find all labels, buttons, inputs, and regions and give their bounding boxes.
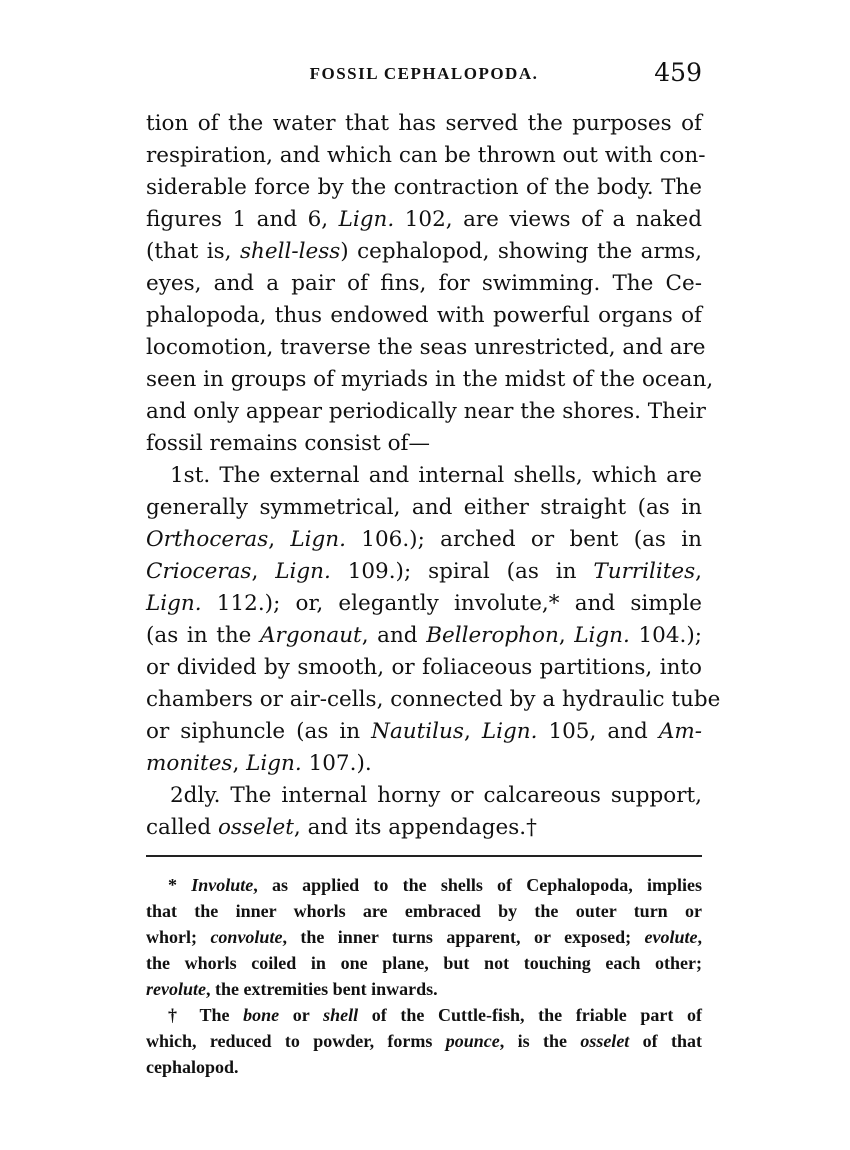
- footnote-line: [146, 950, 702, 976]
- text-run: 106.); arched or bent (as in: [346, 527, 703, 552]
- text-run: fossil remains consist of—: [146, 431, 431, 456]
- running-title: FOSSIL CEPHALOPODA.: [309, 64, 539, 83]
- body-line: [146, 428, 702, 460]
- italic-text: pounce: [445, 1031, 500, 1051]
- footnote-line: [146, 898, 702, 924]
- body-line: [146, 108, 702, 140]
- body-line: [146, 300, 702, 332]
- text-run: ,: [268, 527, 291, 552]
- text-run: ) cephalopod, showing the arms,: [340, 239, 702, 264]
- text-run: (as in the: [146, 623, 261, 648]
- body-line: [146, 492, 702, 524]
- body-line: [146, 204, 702, 236]
- italic-text: revolute: [146, 979, 206, 999]
- text-run: of the Cuttle-fish, the friable part of: [358, 1005, 703, 1025]
- italic-text: monites: [146, 751, 233, 776]
- italic-text: Orthoceras: [146, 527, 269, 552]
- body-line: [146, 588, 702, 620]
- page-number: 459: [654, 58, 702, 87]
- text-run: figures 1 and 6,: [146, 207, 339, 232]
- text-run: cephalopod.: [146, 1057, 239, 1077]
- italic-text: Bellerophon: [426, 623, 559, 648]
- text-run: 2dly. The internal horny or calcareous support,: [170, 783, 702, 808]
- body-line: [146, 812, 702, 844]
- text-run: 112.); or, elegantly involute,* and simple: [201, 591, 702, 616]
- text-run: , and: [361, 623, 427, 648]
- italic-text: Lign.: [481, 719, 538, 744]
- body-line: [146, 140, 706, 172]
- footnote-divider: [146, 855, 702, 857]
- text-run: (that is,: [146, 239, 240, 264]
- body-line: [146, 268, 702, 300]
- text-run: chambers or air-cells, connected by a hydraulic tube: [146, 687, 721, 712]
- text-run: 1st. The external and internal shells, which are: [170, 463, 702, 488]
- text-run: phalopoda, thus endowed with powerful organs of: [146, 303, 702, 328]
- body-line: [146, 620, 702, 652]
- text-run: generally symmetrical, and either straight (as in: [146, 495, 702, 520]
- body-line: [146, 716, 702, 748]
- text-run: that the inner whorls are embraced by the outer turn or: [146, 901, 702, 921]
- body-line: [146, 652, 702, 684]
- italic-text: shell-less: [239, 239, 341, 264]
- text-run: siderable force by the contraction of the body. The: [146, 175, 702, 200]
- text-run: seen in groups of myriads in the midst of the ocean,: [146, 367, 714, 392]
- text-run: 105, and: [537, 719, 659, 744]
- body-line: [146, 524, 702, 556]
- body-line: [146, 556, 702, 588]
- text-run: locomotion, traverse the seas unrestricted, and are: [146, 335, 706, 360]
- text-run: of that: [629, 1031, 703, 1051]
- body-line: [146, 460, 702, 492]
- text-run: or: [279, 1005, 324, 1025]
- body-line: [146, 236, 702, 268]
- text-run: ,: [232, 751, 247, 776]
- text-run: , the inner turns apparent, or exposed;: [282, 927, 645, 947]
- italic-text: Lign.: [246, 751, 302, 776]
- text-run: eyes, and a pair of fins, for swimming. The Ce-: [146, 271, 702, 296]
- italic-text: Lign.: [574, 623, 630, 648]
- body-line: [146, 332, 706, 364]
- text-run: which, reduced to powder, forms: [146, 1031, 446, 1051]
- italic-text: Lign.: [338, 207, 395, 232]
- italic-text: convolute: [210, 927, 283, 947]
- italic-text: osselet: [580, 1031, 630, 1051]
- italic-text: Crioceras: [146, 559, 252, 584]
- text-run: or divided by smooth, or foliaceous partitions, into: [146, 655, 702, 680]
- body-line: [146, 780, 702, 812]
- text-run: , and its appendages.†: [293, 815, 537, 840]
- text-run: respiration, and which can be thrown out with con-: [146, 143, 706, 168]
- italic-text: Turrilites: [593, 559, 696, 584]
- italic-text: Involute: [191, 875, 254, 895]
- text-run: *: [168, 875, 192, 895]
- italic-text: shell: [323, 1005, 359, 1025]
- text-run: or siphuncle (as in: [146, 719, 372, 744]
- text-run: ,: [697, 927, 702, 947]
- text-run: 104.);: [629, 623, 702, 648]
- text-run: 109.); spiral (as in: [330, 559, 594, 584]
- page-header: [146, 58, 702, 94]
- text-run: 107.).: [301, 751, 372, 776]
- footnote-line: [146, 1028, 702, 1054]
- text-run: ,: [463, 719, 482, 744]
- footnote-line: [146, 1002, 702, 1028]
- footnote-line: [146, 1054, 702, 1080]
- text-run: , the extremities bent inwards.: [206, 979, 438, 999]
- text-run: called: [146, 815, 218, 840]
- footnotes: [146, 872, 702, 1080]
- italic-text: osselet: [217, 815, 294, 840]
- body-line: [146, 396, 706, 428]
- body-line: [146, 364, 714, 396]
- text-run: , is the: [499, 1031, 581, 1051]
- text-run: ,: [251, 559, 276, 584]
- body-text: [146, 108, 721, 844]
- text-run: ,: [558, 623, 575, 648]
- italic-text: evolute: [644, 927, 698, 947]
- text-run: and only appear periodically near the shores. Their: [146, 399, 706, 424]
- text-run: 102, are views of a naked: [394, 207, 702, 232]
- italic-text: Lign.: [290, 527, 346, 552]
- footnote-line: [146, 976, 702, 1002]
- italic-text: Nautilus: [371, 719, 464, 744]
- italic-text: Am-: [658, 719, 702, 744]
- text-run: † The: [168, 1005, 244, 1025]
- italic-text: Lign.: [275, 559, 331, 584]
- text-run: , as applied to the shells of Cephalopoda, implies: [253, 875, 702, 895]
- text-run: tion of the water that has served the purposes of: [146, 111, 702, 136]
- body-line: [146, 748, 702, 780]
- italic-text: Argonaut: [260, 623, 362, 648]
- italic-text: bone: [243, 1005, 280, 1025]
- body-line: [146, 684, 721, 716]
- footnote-line: [146, 872, 702, 898]
- footnote-line: [146, 924, 702, 950]
- text-run: the whorls coiled in one plane, but not touching each other;: [146, 953, 702, 973]
- text-run: ,: [695, 559, 703, 584]
- body-line: [146, 172, 702, 204]
- italic-text: Lign.: [146, 591, 202, 616]
- text-run: whorl;: [146, 927, 211, 947]
